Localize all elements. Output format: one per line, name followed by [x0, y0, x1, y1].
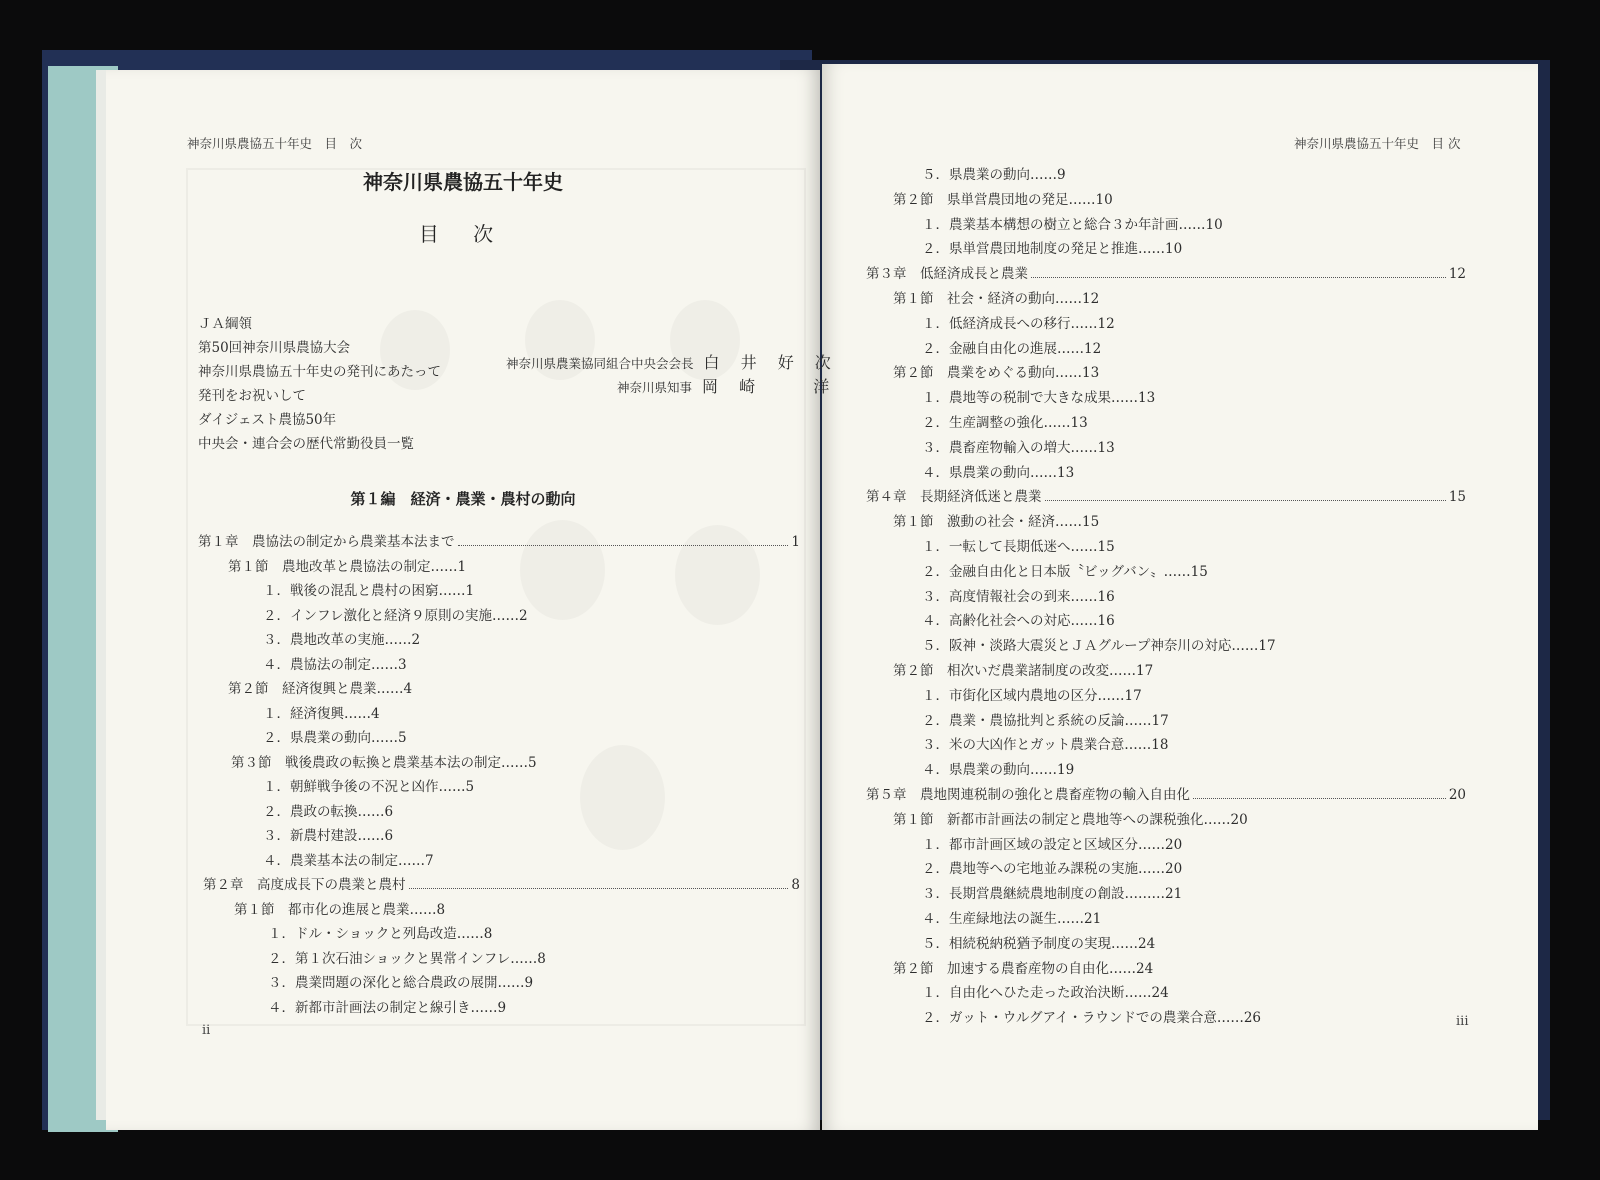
toc-entry: １．戦後の混乱と農村の困窮……1 [263, 583, 475, 599]
signatory-name: 岡 崎 洋 [702, 377, 838, 396]
toc-entry: ４．県農業の動向……13 [922, 464, 1075, 481]
toc-entry-page: 8 [791, 877, 800, 893]
toc-entry: １．自由化へひた走った政治決断……24 [922, 985, 1169, 1002]
toc-entry: ２．農政の転換……6 [263, 803, 394, 820]
front-matter-item: ＪＡ綱領 [198, 316, 252, 332]
toc-entry: ３．農畜産物輸入の増大……13 [922, 439, 1115, 456]
show-through-portrait [580, 745, 665, 850]
toc-entry-title: 第２章 高度成長下の農業と農村 [203, 877, 406, 893]
front-matter-item: 神奈川県農協五十年史の発刊にあたって [198, 364, 441, 380]
toc-entry: １．経済復興……4 [263, 705, 380, 722]
running-head-right: 神奈川県農協五十年史 目 次 [1294, 136, 1461, 151]
dot-leader [1031, 277, 1446, 278]
toc-entry: 第１節 都市化の進展と農業……8 [234, 901, 446, 918]
toc-entry: ４．農協法の制定……3 [263, 656, 407, 673]
toc-entry: １．一転して長期低迷へ……15 [922, 539, 1115, 555]
toc-entry-title: 第１章 農協法の制定から農業基本法まで [198, 534, 455, 550]
toc-entry: ４．生産緑地法の誕生……21 [922, 911, 1102, 927]
toc-entry: ２．金融自由化と日本版〝ビッグバン〟……15 [922, 563, 1208, 580]
toc-entry: ５．相続税納税猶予制度の実現……24 [922, 935, 1156, 952]
toc-entry-title: 第３章 低経済成長と農業 [866, 266, 1028, 283]
toc-entry: ２．ガット・ウルグアイ・ラウンドでの農業合意……26 [922, 1010, 1262, 1027]
dot-leader [458, 545, 789, 546]
toc-entry: ３．米の大凶作とガット農業合意……18 [922, 737, 1169, 754]
front-matter-item: 発刊をお祝いして [198, 388, 306, 404]
toc-entry: 第２節 加速する農畜産物の自由化……24 [893, 960, 1154, 977]
toc-entry: １．農業基本構想の樹立と総合３か年計画……10 [922, 216, 1223, 233]
toc-entry-title: 第５章 農地関連税制の強化と農畜産物の輸入自由化 [866, 787, 1190, 803]
toc-entry: ３．長期営農継続農地制度の創設………21 [922, 886, 1183, 903]
toc-entry: １．ドル・ショックと列島改造……8 [268, 926, 493, 942]
toc-entry: 第２節 相次いだ農業諸制度の改変……17 [893, 663, 1154, 679]
toc-entry: ４．農業基本法の制定……7 [263, 852, 434, 869]
toc-entry: １．農地等の税制で大きな成果……13 [922, 390, 1156, 407]
toc-chapter-entry [866, 262, 1466, 282]
toc-entry: 第１節 社会・経済の動向……12 [893, 291, 1100, 307]
toc-entry-page: 15 [1448, 489, 1466, 506]
toc-entry: ２．県農業の動向……5 [263, 730, 407, 746]
toc-entry: ３．高度情報社会の到来……16 [922, 588, 1115, 605]
toc-entry: ２．生産調整の強化……13 [922, 415, 1088, 431]
toc-chapter-entry [198, 530, 800, 550]
toc-entry-page: 20 [1448, 787, 1466, 803]
toc-entry: 第２節 県単営農団地の発足……10 [893, 191, 1113, 208]
toc-entry: 第１節 激動の社会・経済……15 [893, 514, 1100, 531]
toc-entry: 第１節 農地改革と農協法の制定……1 [228, 558, 467, 575]
toc-entry: ４．県農業の動向……19 [922, 762, 1075, 779]
page-number-right: iii [1456, 1014, 1469, 1029]
toc-entry: ５．阪神・淡路大震災とＪＡグループ神奈川の対応……17 [922, 638, 1276, 655]
signatory-chairman [506, 350, 839, 373]
toc-entry: 第２節 農業をめぐる動向……13 [893, 365, 1100, 382]
toc-entry: ３．新農村建設……6 [263, 828, 394, 844]
toc-entry: ２．農地等への宅地並み課税の実施……20 [922, 861, 1183, 878]
running-head-left: 神奈川県農協五十年史 目 次 [187, 136, 363, 151]
dot-leader [409, 888, 789, 889]
front-matter-item: 中央会・連合会の歴代常勤役員一覧 [198, 436, 414, 452]
toc-entry: ２．インフレ激化と経済９原則の実施……2 [263, 607, 528, 624]
toc-chapter-entry [866, 783, 1466, 803]
toc-entry-title: 第４章 長期経済低迷と農業 [866, 489, 1042, 506]
toc-entry: 第３節 戦後農政の転換と農業基本法の制定……5 [231, 754, 537, 771]
toc-entry: ３．農業問題の深化と総合農政の展開……9 [268, 975, 534, 991]
dot-leader [1193, 798, 1446, 799]
toc-entry-page: 12 [1448, 266, 1466, 283]
signatory-governor [617, 374, 837, 397]
front-matter-item: ダイジェスト農協50年 [198, 412, 337, 428]
toc-entry: ２．県単営農団地制度の発足と推進……10 [922, 241, 1183, 258]
toc-entry-page: 1 [791, 534, 800, 550]
page-number-left: ii [202, 1023, 211, 1038]
signatory-role: 神奈川県知事 [617, 380, 693, 395]
part-title: 第１編 経済・農業・農村の動向 [350, 490, 576, 508]
toc-entry: １．市街化区域内農地の区分……17 [922, 687, 1142, 704]
toc-title: 目 次 [418, 222, 508, 246]
signatory-role: 神奈川県農業協同組合中央会会長 [506, 356, 694, 371]
toc-entry: ２．農業・農協批判と系統の反論……17 [922, 712, 1169, 729]
toc-entry: 第２節 経済復興と農業……4 [228, 681, 413, 697]
signatory-name: 白 井 好 次 [703, 353, 839, 372]
toc-entry: ４．高齢化社会への対応……16 [922, 613, 1115, 630]
toc-entry: １．都市計画区域の設定と区域区分……20 [922, 836, 1183, 853]
toc-entry: ４．新都市計画法の制定と線引き……9 [268, 999, 507, 1016]
toc-entry: ３．農地改革の実施……2 [263, 632, 421, 648]
toc-chapter-entry [866, 485, 1466, 505]
book-title: 神奈川県農協五十年史 [363, 170, 563, 194]
toc-entry: ２．第１次石油ショックと異常インフレ……8 [268, 950, 546, 967]
toc-entry: ５．県農業の動向……9 [922, 167, 1066, 183]
toc-entry: 第１節 新都市計画法の制定と農地等への課税強化……20 [893, 811, 1248, 828]
front-matter-item: 第50回神奈川県農協大会 [198, 340, 351, 356]
dot-leader [1045, 500, 1446, 501]
toc-entry: ２．金融自由化の進展……12 [922, 340, 1102, 357]
toc-chapter-entry [203, 873, 800, 893]
toc-entry: １．朝鮮戦争後の不況と凶作……5 [263, 779, 475, 795]
toc-entry: １．低経済成長への移行……12 [922, 315, 1115, 332]
